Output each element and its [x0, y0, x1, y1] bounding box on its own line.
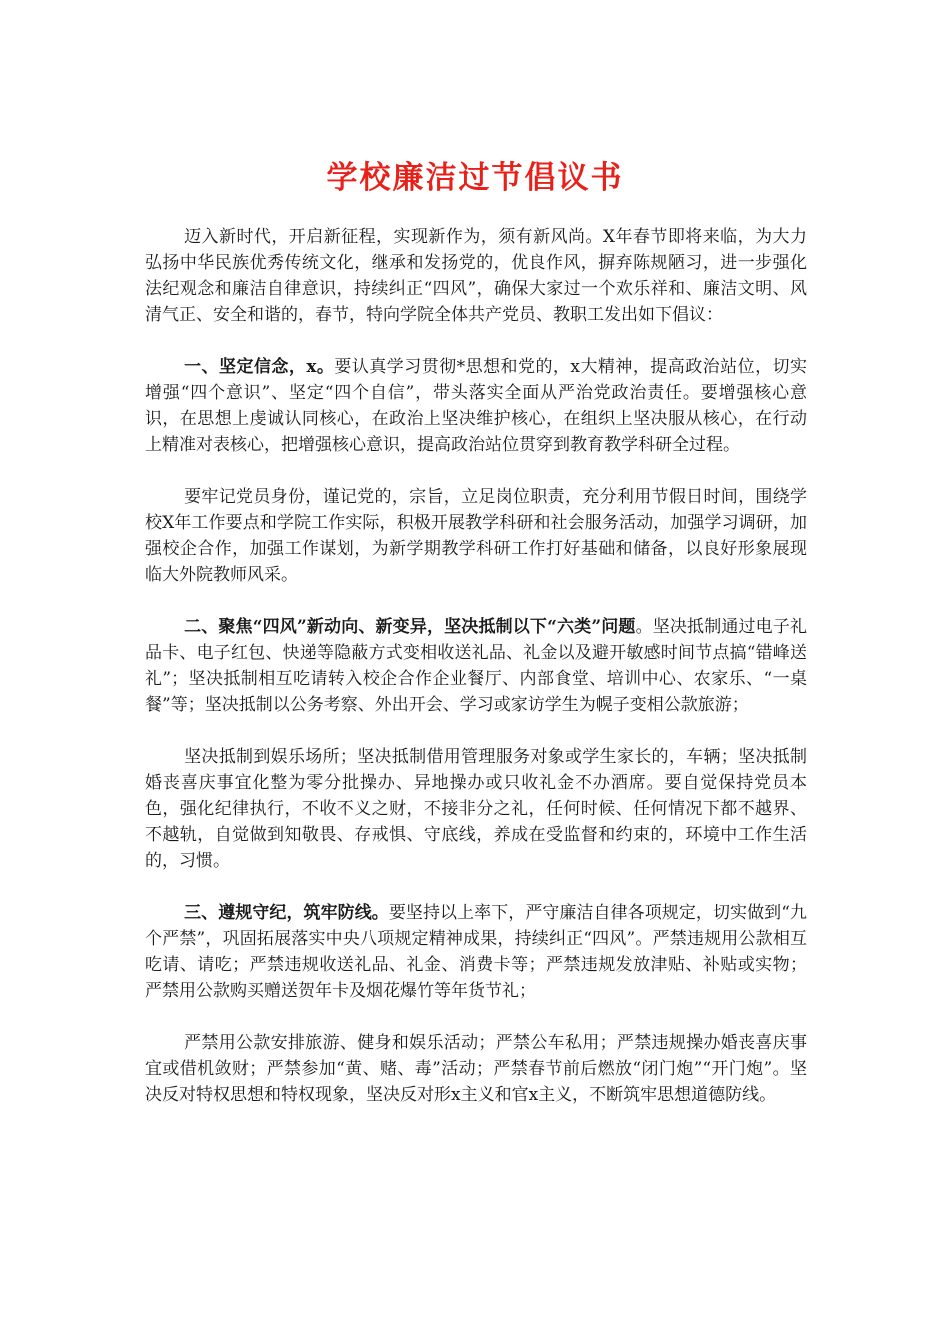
- section-one-heading: 一、坚定信念，x。: [184, 357, 335, 377]
- paragraph-text: 要认真学习贯彻*思想和党的，x大精神，提高政治站位，切实增强“四个意识”、坚定“四个自信”，带头落实全面从严治党政治责任。要增强核心意识，在思想上虔诚认同核心，在政治上坚决维护核心，在组织上坚决服从核心，在行动上精准对表核心，把增强核心意识，提高政治站位贯穿到教育教学科研全过程。: [145, 357, 807, 455]
- section-two-heading: 二、聚焦“四风”新动向、新变异，坚决抵制以下“六类”问题: [184, 617, 636, 637]
- section-two-paragraph: [145, 614, 807, 718]
- section-one-paragraph: [145, 354, 807, 458]
- paragraph-text: 要牢记党员身份，谨记党的，宗旨，立足岗位职责，充分利用节假日时间，围绕学校X年工作要点和学院工作实际，积极开展教学科研和社会服务活动，加强学习调研，加强校企合作，加强工作谋划，为新学期教学科研工作打好基础和储备，以良好形象展现临大外院教师风采。: [145, 487, 807, 585]
- paragraph-text: 坚决抵制到娱乐场所；坚决抵制借用管理服务对象或学生家长的，车辆；坚决抵制婚丧喜庆事宜化整为零分批操办、异地操办或只收礼金不办酒席。要自觉保持党员本色，强化纪律执行，不收不义之财，不接非分之礼，任何时候、任何情况下都不越界、不越轨，自觉做到知敬畏、存戒惧、守底线，养成在受监督和约束的，环境中工作生活的，习惯。: [145, 747, 807, 871]
- section-three-heading: 三、遵规守纪，筑牢防线。: [184, 903, 389, 923]
- document-title: 学校廉洁过节倡议书: [326, 160, 624, 196]
- section-three-continued-paragraph: [145, 1030, 807, 1108]
- paragraph-text: 迈入新时代，开启新征程，实现新作为，须有新风尚。X年春节即将来临，为大力弘扬中华民族优秀传统文化，继承和发扬党的，优良作风，摒弃陈规陋习，进一步强化法纪观念和廉洁自律意识，持续纠正“四风”，确保大家过一个欢乐祥和、廉洁文明、风清气正、安全和谐的，春节，特向学院全体共产党员、教职工发出如下倡议：: [145, 227, 807, 325]
- document-body: [145, 224, 807, 1134]
- section-two-continued-paragraph: [145, 744, 807, 874]
- section-one-continued-paragraph: [145, 484, 807, 588]
- paragraph-text: 要坚持以上率下，严守廉洁自律各项规定，切实做到“九个严禁”，巩固拓展落实中央八项规定精神成果，持续纠正“四风”。严禁违规用公款相互吃请、请吃；严禁违规收送礼品、礼金、消费卡等；严禁违规发放津贴、补贴或实物；严禁用公款购买赠送贺年卡及烟花爆竹等年货节礼；: [145, 903, 807, 1001]
- intro-paragraph: [145, 224, 807, 328]
- paragraph-text: 。坚决抵制通过电子礼品卡、电子红包、快递等隐蔽方式变相收送礼品、礼金以及避开敏感时间节点搞“错峰送礼”；坚决抵制相互吃请转入校企合作企业餐厅、内部食堂、培训中心、农家乐、“一桌餐”等；坚决抵制以公务考察、外出开会、学习或家访学生为幌子变相公款旅游；: [145, 617, 807, 715]
- section-three-paragraph: [145, 900, 807, 1004]
- paragraph-text: 严禁用公款安排旅游、健身和娱乐活动；严禁公车私用；严禁违规操办婚丧喜庆事宜或借机敛财；严禁参加“黄、赌、毒”活动；严禁春节前后燃放“闭门炮”“开门炮”。坚决反对特权思想和特权现象，坚决反对形x主义和官x主义，不断筑牢思想道德防线。: [145, 1033, 807, 1105]
